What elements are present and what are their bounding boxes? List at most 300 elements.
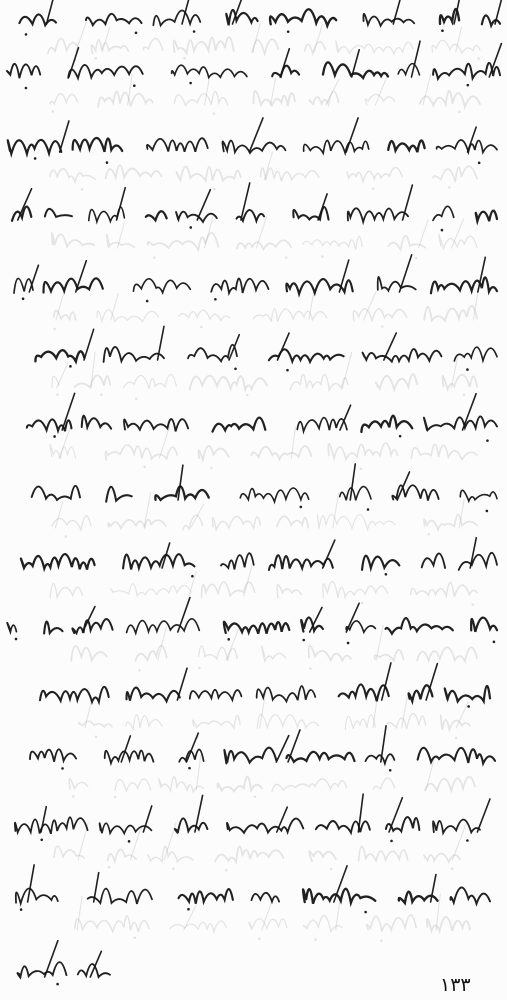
ink-stroke xyxy=(304,140,369,153)
show-through-stroke xyxy=(143,38,162,50)
show-through-stroke xyxy=(111,293,119,320)
show-through-stroke xyxy=(138,669,141,672)
show-through-stroke xyxy=(291,427,295,458)
ink-stroke xyxy=(40,687,109,702)
show-through-stroke xyxy=(277,516,308,527)
show-through-stroke xyxy=(72,795,75,798)
ink-stroke xyxy=(424,416,497,430)
ink-stroke xyxy=(467,84,470,87)
show-through-stroke xyxy=(321,255,324,258)
show-through-stroke xyxy=(213,516,261,529)
show-through-stroke xyxy=(59,426,71,458)
show-through-stroke xyxy=(69,779,87,789)
show-through-stroke xyxy=(326,80,339,105)
ink-stroke xyxy=(340,487,371,501)
ink-stroke xyxy=(251,893,279,902)
show-through-stroke xyxy=(271,78,276,105)
ink-stroke xyxy=(350,464,355,500)
show-through-stroke xyxy=(473,285,479,320)
show-through-stroke xyxy=(427,917,470,931)
ink-stroke xyxy=(76,261,87,292)
ink-stroke xyxy=(44,278,103,292)
ink-stroke xyxy=(83,607,95,632)
ink-stroke xyxy=(468,127,477,152)
ink-stroke xyxy=(175,818,208,832)
show-through-stroke xyxy=(419,220,429,248)
ink-stroke xyxy=(270,9,336,25)
ink-stroke xyxy=(117,188,126,220)
ink-stroke xyxy=(226,10,257,25)
show-through-stroke xyxy=(387,714,425,729)
show-through-stroke xyxy=(373,695,378,728)
ink-stroke xyxy=(466,368,469,371)
ink-stroke xyxy=(78,964,110,977)
show-through-stroke xyxy=(360,467,363,470)
show-through-stroke xyxy=(411,582,477,596)
show-through-stroke xyxy=(184,905,197,930)
ink-stroke xyxy=(14,278,33,293)
ink-stroke xyxy=(358,794,363,832)
ink-stroke xyxy=(367,508,370,511)
show-through-stroke xyxy=(328,443,397,460)
ink-stroke xyxy=(426,664,437,700)
show-through-stroke xyxy=(97,310,159,322)
show-through-stroke xyxy=(100,393,103,396)
ink-stroke xyxy=(323,62,388,78)
ink-stroke xyxy=(44,622,62,634)
ink-stroke xyxy=(378,277,416,291)
show-through-stroke xyxy=(215,846,283,862)
ink-stroke xyxy=(431,277,497,293)
ink-stroke xyxy=(190,690,242,700)
show-through-stroke xyxy=(380,939,383,942)
ink-stroke xyxy=(478,162,481,165)
ink-stroke xyxy=(221,553,254,569)
ink-stroke xyxy=(389,798,402,832)
ink-stroke xyxy=(121,736,130,762)
show-through-stroke xyxy=(262,894,275,930)
show-through-stroke xyxy=(56,284,66,320)
show-through-stroke xyxy=(443,375,477,390)
ink-stroke xyxy=(433,63,500,79)
ink-stroke xyxy=(386,817,419,831)
ink-stroke xyxy=(189,82,192,85)
ink-stroke xyxy=(8,140,62,154)
ink-stroke xyxy=(158,326,164,360)
show-through-stroke xyxy=(123,374,176,388)
ink-stroke xyxy=(34,157,37,160)
ink-stroke xyxy=(409,685,433,701)
show-through-stroke xyxy=(451,358,457,388)
show-through-stroke xyxy=(179,310,230,320)
ink-stroke xyxy=(303,889,375,904)
show-through-stroke xyxy=(428,533,431,536)
ink-stroke xyxy=(366,754,395,763)
show-through-stroke xyxy=(309,292,314,320)
show-through-stroke xyxy=(253,309,326,322)
show-through-stroke xyxy=(172,867,175,870)
show-through-stroke xyxy=(54,310,76,320)
show-through-stroke xyxy=(202,582,255,597)
show-through-stroke xyxy=(477,57,480,60)
show-through-stroke xyxy=(183,515,203,530)
show-through-stroke xyxy=(105,445,177,460)
show-through-stroke xyxy=(106,165,162,178)
show-through-stroke xyxy=(108,520,166,529)
show-through-stroke xyxy=(381,325,384,328)
show-through-stroke xyxy=(174,91,227,105)
show-through-stroke xyxy=(50,444,76,459)
ink-stroke xyxy=(276,736,288,762)
ink-stroke xyxy=(147,138,208,152)
ink-stroke xyxy=(224,748,276,764)
show-through-stroke xyxy=(411,444,477,459)
ink-stroke xyxy=(127,688,180,702)
show-through-stroke xyxy=(213,112,216,115)
show-through-stroke xyxy=(252,39,278,54)
ink-stroke xyxy=(56,983,59,986)
ink-stroke xyxy=(133,84,136,87)
show-through-stroke xyxy=(303,236,362,250)
show-through-stroke xyxy=(314,938,317,941)
show-through-stroke xyxy=(170,921,227,932)
show-through-stroke xyxy=(148,846,193,861)
show-through-stroke xyxy=(459,499,464,528)
ink-stroke xyxy=(179,749,203,761)
show-through-stroke xyxy=(376,625,383,660)
ink-stroke xyxy=(381,726,386,762)
ink-stroke xyxy=(398,64,419,75)
show-through-stroke xyxy=(52,233,94,247)
ink-stroke xyxy=(382,663,391,700)
show-through-stroke xyxy=(251,446,311,459)
show-through-stroke xyxy=(424,306,477,321)
ink-stroke xyxy=(211,279,268,293)
ink-stroke xyxy=(41,807,46,832)
ink-stroke xyxy=(476,211,497,221)
ink-stroke xyxy=(363,14,414,26)
show-through-stroke xyxy=(330,868,333,871)
show-through-stroke xyxy=(261,168,319,181)
ink-stroke xyxy=(316,821,370,833)
ink-stroke xyxy=(399,435,402,438)
show-through-stroke xyxy=(258,937,261,940)
show-through-stroke xyxy=(304,916,342,932)
ink-stroke xyxy=(269,555,333,570)
ink-stroke xyxy=(302,639,305,642)
ink-stroke xyxy=(234,367,237,370)
show-through-stroke xyxy=(75,916,149,932)
ink-stroke xyxy=(411,41,420,77)
show-through-stroke xyxy=(108,866,111,869)
ink-stroke xyxy=(69,48,79,77)
show-through-stroke xyxy=(336,41,413,54)
ink-stroke xyxy=(46,0,53,24)
show-through-stroke xyxy=(196,755,200,790)
show-through-stroke xyxy=(451,219,463,248)
show-through-stroke xyxy=(57,362,68,388)
ink-stroke xyxy=(213,418,266,432)
ink-stroke xyxy=(94,873,99,902)
ink-stroke xyxy=(386,618,453,634)
show-through-stroke xyxy=(309,667,312,670)
ink-stroke xyxy=(287,30,290,33)
show-through-stroke xyxy=(191,504,204,528)
ink-stroke xyxy=(143,806,151,832)
show-through-stroke xyxy=(144,493,150,528)
ink-stroke xyxy=(100,823,152,833)
ink-stroke xyxy=(486,439,489,442)
show-through-stroke xyxy=(433,166,477,182)
ink-stroke xyxy=(162,543,170,568)
show-through-stroke xyxy=(359,846,408,861)
ink-stroke xyxy=(155,486,208,500)
ink-stroke xyxy=(389,769,392,772)
ink-stroke xyxy=(237,210,265,221)
show-through-stroke xyxy=(176,166,240,180)
ink-stroke xyxy=(188,767,191,770)
ink-stroke xyxy=(104,347,164,362)
ink-stroke xyxy=(29,265,38,292)
show-through-stroke xyxy=(159,426,170,458)
show-through-stroke xyxy=(456,702,468,728)
ink-stroke xyxy=(441,29,444,32)
ink-stroke xyxy=(182,0,191,24)
show-through-stroke xyxy=(143,465,146,468)
ink-stroke xyxy=(153,10,200,25)
ink-stroke xyxy=(62,393,74,430)
ink-stroke xyxy=(35,350,84,361)
ink-stroke xyxy=(441,229,444,232)
ink-stroke xyxy=(227,819,303,833)
show-through-stroke xyxy=(213,188,216,191)
show-through-stroke xyxy=(128,75,133,105)
ink-stroke xyxy=(106,487,131,502)
ink-stroke xyxy=(72,619,112,633)
show-through-stroke xyxy=(314,24,322,52)
show-through-stroke xyxy=(376,374,417,389)
ink-stroke xyxy=(195,795,203,832)
show-through-stroke xyxy=(305,42,326,54)
show-through-stroke xyxy=(226,628,239,660)
show-through-stroke xyxy=(85,700,92,728)
ink-stroke xyxy=(12,207,31,221)
show-through-stroke xyxy=(277,585,301,598)
show-through-stroke xyxy=(52,376,59,387)
show-through-stroke xyxy=(361,602,364,605)
ink-stroke xyxy=(346,603,359,632)
show-through-stroke xyxy=(260,692,266,728)
ink-stroke xyxy=(73,138,123,152)
show-through-stroke xyxy=(50,169,95,182)
ink-stroke xyxy=(437,140,497,152)
show-through-stroke xyxy=(420,91,480,107)
ink-stroke xyxy=(16,888,58,903)
show-through-stroke xyxy=(237,240,291,249)
show-through-stroke xyxy=(200,326,203,329)
show-through-stroke xyxy=(225,869,228,872)
ink-stroke xyxy=(299,506,302,509)
show-through-stroke xyxy=(65,535,68,538)
ink-stroke xyxy=(7,623,16,632)
show-through-stroke xyxy=(456,27,462,52)
ink-stroke xyxy=(334,866,347,902)
show-through-stroke xyxy=(336,896,341,930)
ink-stroke xyxy=(440,9,459,24)
show-through-stroke xyxy=(254,795,257,798)
ink-stroke xyxy=(240,488,308,502)
ink-stroke xyxy=(7,64,40,78)
show-through-stroke xyxy=(199,446,229,460)
ink-stroke xyxy=(466,839,469,842)
ink-stroke xyxy=(489,44,501,77)
ink-stroke xyxy=(15,638,18,641)
show-through-stroke xyxy=(309,851,336,861)
show-through-stroke xyxy=(74,59,77,62)
ink-stroke xyxy=(293,207,328,220)
show-through-stroke xyxy=(285,256,288,259)
show-through-stroke xyxy=(135,397,138,400)
show-through-stroke xyxy=(95,736,98,739)
ink-stroke xyxy=(323,540,335,568)
show-through-stroke xyxy=(272,779,347,792)
ink-stroke xyxy=(399,255,411,292)
show-through-stroke xyxy=(217,777,261,792)
show-through-stroke xyxy=(441,715,470,729)
ink-stroke xyxy=(280,49,289,77)
show-through-stroke xyxy=(102,27,110,52)
ink-stroke xyxy=(467,705,470,708)
show-through-stroke xyxy=(451,867,454,870)
show-through-stroke xyxy=(452,824,466,860)
ink-stroke xyxy=(25,87,28,90)
show-through-stroke xyxy=(210,467,213,470)
ink-stroke xyxy=(392,485,438,500)
show-through-stroke xyxy=(190,376,267,390)
show-through-stroke xyxy=(345,715,375,730)
ink-stroke xyxy=(18,189,32,220)
ink-stroke xyxy=(277,807,287,832)
ink-stroke xyxy=(146,211,167,220)
show-through-stroke xyxy=(347,167,402,181)
show-through-stroke xyxy=(426,758,434,790)
ink-stroke xyxy=(214,298,217,301)
ink-stroke xyxy=(27,419,72,431)
show-through-stroke xyxy=(290,374,348,390)
ink-stroke xyxy=(241,183,250,220)
show-through-stroke xyxy=(317,514,395,529)
show-through-stroke xyxy=(48,38,79,53)
ink-stroke xyxy=(89,207,125,221)
show-through-stroke xyxy=(53,328,56,331)
show-through-stroke xyxy=(159,777,204,792)
show-through-stroke xyxy=(115,779,151,791)
ink-stroke xyxy=(318,194,327,220)
show-through-stroke xyxy=(153,256,156,259)
ink-stroke xyxy=(347,642,350,645)
ink-stroke xyxy=(189,226,192,229)
show-through-stroke xyxy=(256,216,267,248)
show-through-stroke xyxy=(364,292,376,320)
ink-stroke xyxy=(433,820,480,833)
show-through-stroke xyxy=(135,646,166,661)
ink-stroke xyxy=(172,65,247,77)
ink-stroke xyxy=(397,472,409,500)
show-through-stroke xyxy=(372,187,375,190)
ink-stroke xyxy=(460,490,497,501)
ink-stroke xyxy=(431,875,436,902)
ink-stroke xyxy=(30,749,76,761)
ink-stroke xyxy=(193,30,196,33)
ink-stroke xyxy=(339,684,389,701)
ink-stroke xyxy=(339,260,348,292)
ink-stroke xyxy=(146,300,149,303)
ink-stroke xyxy=(451,887,490,903)
ink-stroke xyxy=(82,416,111,429)
ink-stroke xyxy=(363,349,442,362)
show-through-stroke xyxy=(424,854,460,862)
ink-stroke xyxy=(191,575,194,578)
show-through-stroke xyxy=(174,37,234,53)
ink-stroke xyxy=(486,510,489,513)
ink-stroke xyxy=(454,0,462,24)
show-through-stroke xyxy=(425,777,475,791)
ink-stroke xyxy=(188,345,237,362)
ink-stroke xyxy=(454,347,497,361)
ink-stroke xyxy=(385,573,388,576)
ink-stroke xyxy=(288,730,300,762)
ink-stroke xyxy=(123,554,194,569)
ink-stroke xyxy=(495,0,502,24)
show-through-stroke xyxy=(133,936,136,939)
ink-stroke xyxy=(482,15,500,25)
show-through-stroke xyxy=(56,393,59,396)
ink-stroke xyxy=(178,598,190,632)
ink-stroke xyxy=(286,279,352,294)
ink-stroke xyxy=(249,118,263,152)
ink-stroke xyxy=(60,121,69,152)
show-through-stroke xyxy=(375,73,388,105)
ink-stroke xyxy=(229,335,239,360)
ink-stroke xyxy=(69,365,72,368)
show-through-stroke xyxy=(432,40,480,53)
show-through-stroke xyxy=(366,915,416,932)
ink-stroke xyxy=(272,66,299,77)
ink-stroke xyxy=(477,799,490,832)
show-through-stroke xyxy=(375,650,404,661)
show-through-stroke xyxy=(164,823,176,860)
ink-stroke xyxy=(346,621,375,632)
ink-stroke xyxy=(463,394,477,430)
ink-stroke xyxy=(445,686,490,701)
ink-stroke xyxy=(61,767,64,770)
ink-stroke xyxy=(232,0,243,24)
ink-stroke xyxy=(105,751,154,764)
ink-stroke xyxy=(176,212,217,222)
show-through-stroke xyxy=(353,309,406,321)
show-through-stroke xyxy=(389,236,426,250)
ink-stroke xyxy=(269,349,344,362)
show-through-stroke xyxy=(78,824,88,860)
ink-stroke xyxy=(399,892,438,903)
ink-stroke xyxy=(178,465,183,500)
show-through-stroke xyxy=(310,91,339,104)
show-through-stroke xyxy=(471,603,474,606)
ink-stroke xyxy=(459,553,497,570)
show-through-stroke xyxy=(81,188,84,191)
ink-stroke xyxy=(45,209,72,217)
show-through-stroke xyxy=(309,645,351,661)
